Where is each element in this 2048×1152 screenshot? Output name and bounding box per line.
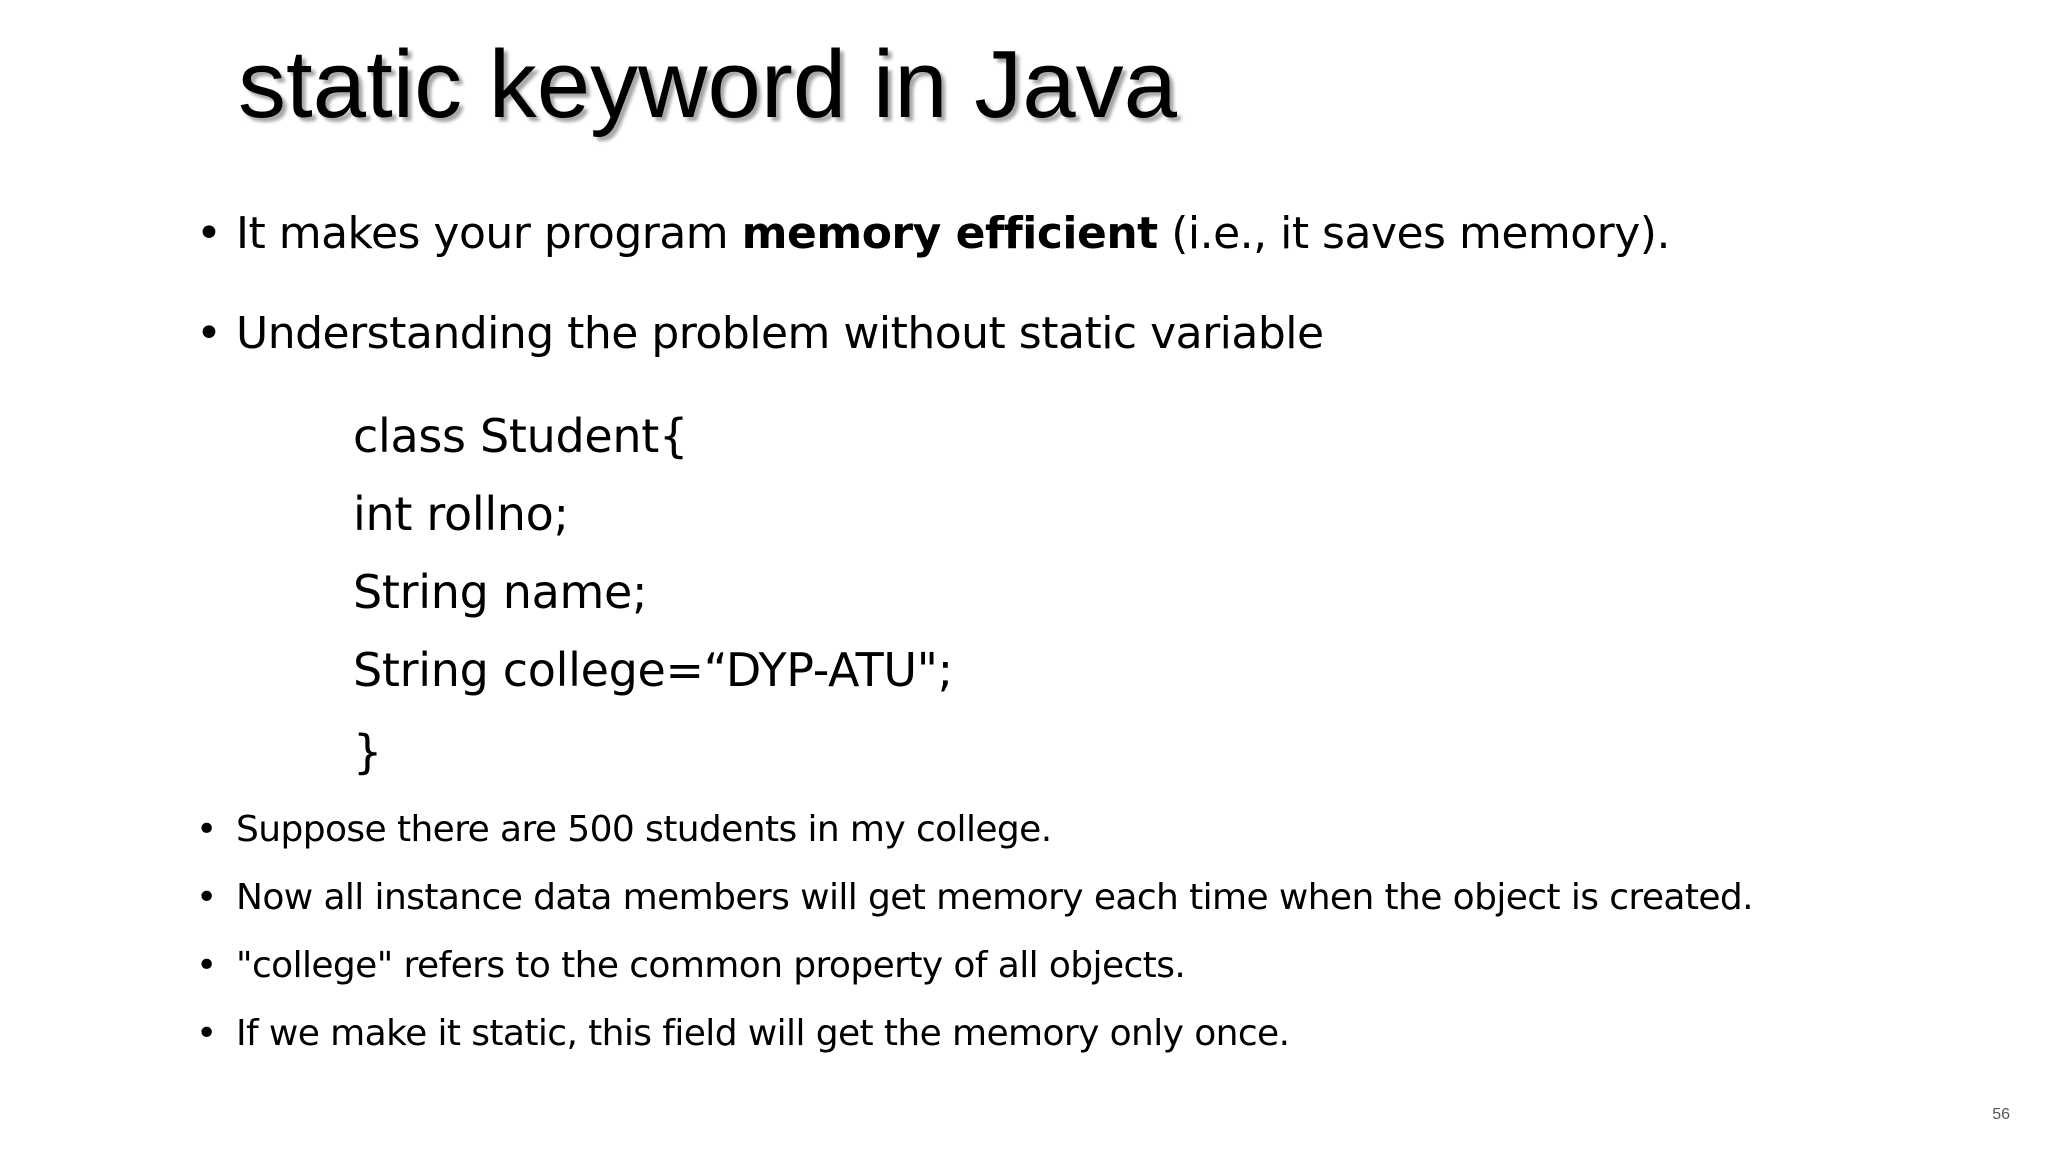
bullet-dot: •	[196, 877, 217, 918]
bullet-text-before: It makes your program	[236, 208, 742, 259]
code-line-close-brace: }	[353, 725, 382, 779]
page-number: 56	[1992, 1106, 2010, 1123]
bullet-text-after: (i.e., it saves memory).	[1157, 208, 1670, 259]
bullet-dot: •	[196, 945, 217, 986]
bullet-text: If we make it static, this field will get the memory only once.	[236, 1013, 1290, 1054]
bullet-text: Suppose there are 500 students in my college.	[236, 809, 1052, 850]
slide-title: static keyword in Java	[238, 31, 1178, 138]
code-line-name: String name;	[353, 565, 648, 619]
bullet-dot: •	[196, 208, 222, 259]
code-line-rollno: int rollno;	[353, 487, 569, 541]
bullet-memory-efficient	[196, 206, 1670, 262]
bullet-understanding-problem	[196, 306, 1324, 362]
bullet-instance-members	[196, 874, 1753, 922]
bullet-dot: •	[196, 809, 217, 850]
bullet-dot: •	[196, 308, 222, 359]
bullet-text-bold: memory efficient	[741, 208, 1158, 259]
bullet-text: Understanding the problem without static variable	[236, 308, 1324, 359]
bullet-static-once	[196, 1010, 1289, 1058]
bullet-suppose-students	[196, 806, 1052, 854]
code-line-class: class Student{	[353, 409, 688, 463]
bullet-text: Now all instance data members will get memory each time when the object is created.	[236, 877, 1754, 918]
bullet-dot: •	[196, 1013, 217, 1054]
bullet-text: "college" refers to the common property of all objects.	[236, 945, 1186, 986]
bullet-college-common	[196, 942, 1185, 990]
code-line-college: String college=“DYP-ATU";	[353, 643, 953, 697]
